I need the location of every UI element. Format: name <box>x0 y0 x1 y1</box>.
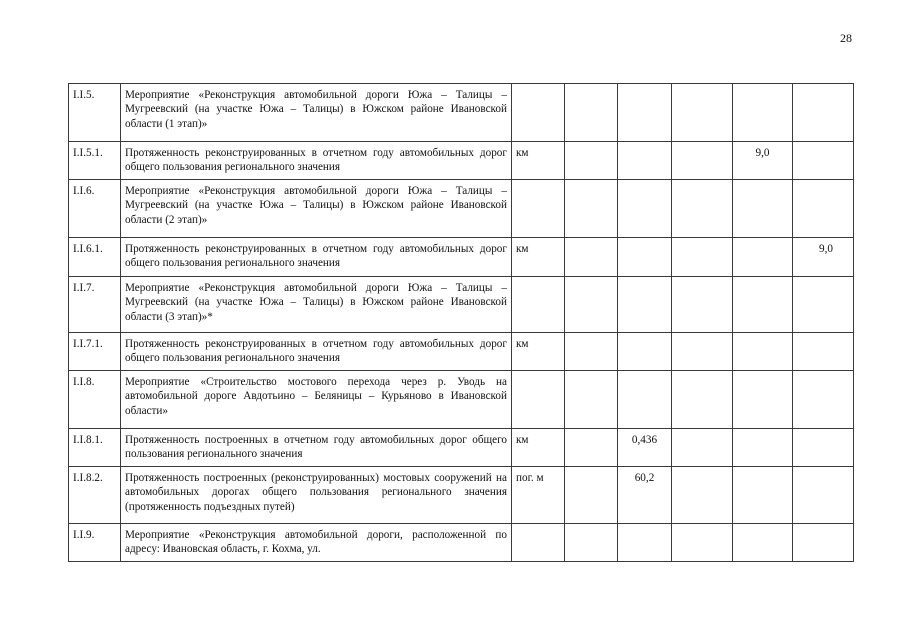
row-value-4 <box>733 524 793 562</box>
table-row <box>69 84 854 142</box>
row-description: Протяженность построенных в отчетном году автомобильных дорог общего пользования регионального значения <box>121 429 512 467</box>
row-unit <box>512 180 565 238</box>
row-value-1 <box>565 371 618 429</box>
row-value-5 <box>793 524 854 562</box>
table-row <box>69 371 854 429</box>
row-unit <box>512 84 565 142</box>
row-value-4 <box>733 467 793 524</box>
row-unit <box>512 277 565 333</box>
row-value-2: 0,436 <box>618 429 672 467</box>
row-description: Протяженность реконструированных в отчетном году автомобильных дорог общего пользования регионального значения <box>121 333 512 371</box>
row-value-4 <box>733 333 793 371</box>
row-value-3 <box>672 524 733 562</box>
row-unit: пог. м <box>512 467 565 524</box>
row-value-5 <box>793 84 854 142</box>
row-value-2 <box>618 180 672 238</box>
page-number: 28 <box>840 31 852 45</box>
row-unit: км <box>512 429 565 467</box>
row-number: I.I.8.1. <box>69 429 121 467</box>
row-value-3 <box>672 467 733 524</box>
row-number: I.I.5.1. <box>69 142 121 180</box>
row-unit <box>512 524 565 562</box>
row-value-1 <box>565 142 618 180</box>
row-value-4: 9,0 <box>733 142 793 180</box>
row-value-5 <box>793 429 854 467</box>
row-number: I.I.8. <box>69 371 121 429</box>
row-value-3 <box>672 84 733 142</box>
row-unit: км <box>512 238 565 277</box>
table-row <box>69 467 854 524</box>
table-row <box>69 142 854 180</box>
row-value-2 <box>618 333 672 371</box>
table-row <box>69 429 854 467</box>
row-value-3 <box>672 142 733 180</box>
row-value-5 <box>793 371 854 429</box>
row-value-2 <box>618 524 672 562</box>
row-number: I.I.7. <box>69 277 121 333</box>
row-value-3 <box>672 238 733 277</box>
row-number: I.I.8.2. <box>69 467 121 524</box>
row-value-1 <box>565 238 618 277</box>
row-value-3 <box>672 429 733 467</box>
row-value-2 <box>618 142 672 180</box>
row-value-1 <box>565 180 618 238</box>
row-value-4 <box>733 277 793 333</box>
row-description: Мероприятие «Реконструкция автомобильной дороги Южа – Талицы – Мугреевский (на участке Южа – Талицы) в Южском районе Ивановской области (3 этап)»* <box>121 277 512 333</box>
row-number: I.I.6.1. <box>69 238 121 277</box>
row-description: Протяженность реконструированных в отчетном году автомобильных дорог общего пользования регионального значения <box>121 142 512 180</box>
row-number: I.I.6. <box>69 180 121 238</box>
row-value-4 <box>733 371 793 429</box>
row-number: I.I.9. <box>69 524 121 562</box>
table-row <box>69 180 854 238</box>
row-value-4 <box>733 84 793 142</box>
table-body <box>69 84 854 562</box>
table-row <box>69 238 854 277</box>
row-value-3 <box>672 333 733 371</box>
row-value-2 <box>618 238 672 277</box>
row-value-3 <box>672 277 733 333</box>
table-row <box>69 524 854 562</box>
row-value-5 <box>793 277 854 333</box>
row-value-1 <box>565 277 618 333</box>
row-value-1 <box>565 429 618 467</box>
row-description: Мероприятие «Реконструкция автомобильной дороги, расположенной по адресу: Ивановская область, г. Кохма, ул. <box>121 524 512 562</box>
row-unit: км <box>512 142 565 180</box>
row-value-2 <box>618 277 672 333</box>
row-unit: км <box>512 333 565 371</box>
row-value-1 <box>565 524 618 562</box>
row-value-4 <box>733 238 793 277</box>
row-value-5 <box>793 333 854 371</box>
row-unit <box>512 371 565 429</box>
row-number: I.I.7.1. <box>69 333 121 371</box>
row-value-1 <box>565 467 618 524</box>
row-value-2: 60,2 <box>618 467 672 524</box>
row-value-3 <box>672 180 733 238</box>
row-value-5: 9,0 <box>793 238 854 277</box>
row-value-2 <box>618 371 672 429</box>
row-description: Протяженность реконструированных в отчетном году автомобильных дорог общего пользования регионального значения <box>121 238 512 277</box>
row-value-5 <box>793 467 854 524</box>
row-value-1 <box>565 84 618 142</box>
row-description: Мероприятие «Реконструкция автомобильной дороги Южа – Талицы – Мугреевский (на участке Южа – Талицы) в Южском районе Ивановской области (1 этап)» <box>121 84 512 142</box>
table-row <box>69 277 854 333</box>
row-value-3 <box>672 371 733 429</box>
row-description: Мероприятие «Строительство мостового перехода через р. Уводь на автомобильной дороге Авдотьино – Беляницы – Курьяново в Ивановской области» <box>121 371 512 429</box>
row-value-4 <box>733 429 793 467</box>
indicators-table <box>68 83 854 562</box>
table-row <box>69 333 854 371</box>
row-number: I.I.5. <box>69 84 121 142</box>
row-value-4 <box>733 180 793 238</box>
row-value-5 <box>793 180 854 238</box>
row-description: Протяженность построенных (реконструированных) мостовых сооружений на автомобильных дорогах общего пользования регионального значения (протяженность подъездных путей) <box>121 467 512 524</box>
row-value-1 <box>565 333 618 371</box>
row-value-2 <box>618 84 672 142</box>
row-value-5 <box>793 142 854 180</box>
row-description: Мероприятие «Реконструкция автомобильной дороги Южа – Талицы – Мугреевский (на участке Южа – Талицы) в Южском районе Ивановской области (2 этап)» <box>121 180 512 238</box>
